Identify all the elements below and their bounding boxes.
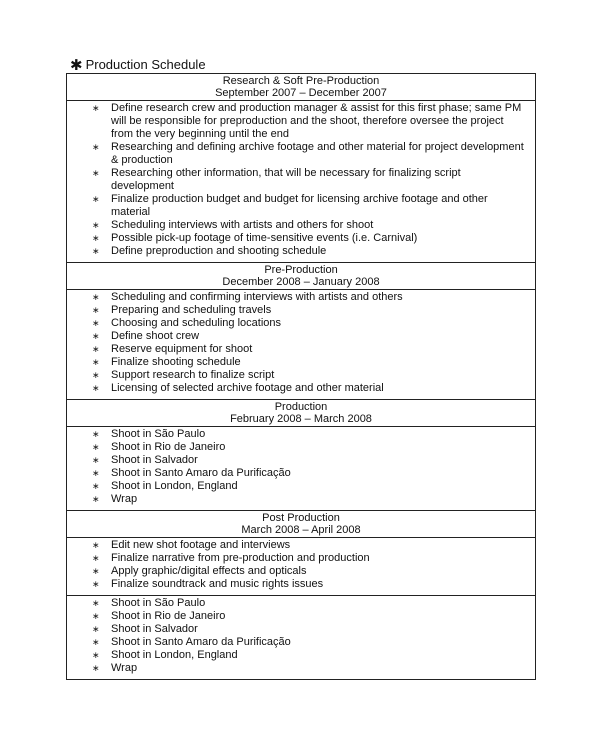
task-text: Researching and defining archive footage and other material for project development & production [111, 141, 524, 166]
task-item [92, 662, 525, 675]
phase-dates: March 2008 – April 2008 [241, 524, 361, 536]
task-text: Shoot in Santo Amaro da Purificação [111, 636, 291, 648]
task-text: Finalize production budget and budget for licensing archive footage and other material [111, 193, 488, 218]
task-item [92, 623, 525, 636]
task-item [92, 578, 525, 591]
task-item [92, 454, 525, 467]
task-text: Shoot in São Paulo [111, 597, 206, 609]
task-text: Licensing of selected archive footage and other material [111, 382, 384, 394]
task-item [92, 636, 525, 649]
task-item [92, 539, 525, 552]
task-text: Reserve equipment for shoot [111, 343, 253, 355]
asterisk-bullet-icon: ∗ [92, 103, 100, 113]
asterisk-bullet-icon: ∗ [92, 344, 100, 354]
production-schedule-table [66, 73, 536, 680]
asterisk-bullet-icon: ∗ [92, 611, 100, 621]
task-item [92, 304, 525, 317]
phase-header-cell [67, 263, 536, 290]
task-text: Define shoot crew [111, 330, 200, 342]
task-text: Choosing and scheduling locations [111, 317, 282, 329]
phase-items-cell [67, 101, 536, 263]
phase-heading: Pre-Production [264, 264, 338, 276]
phase-header-row [67, 400, 536, 427]
phase-header-row [67, 263, 536, 290]
phase-items-row [67, 538, 536, 596]
task-text: Support research to finalize script [111, 369, 275, 381]
asterisk-bullet-icon: ∗ [92, 142, 100, 152]
task-text: Apply graphic/digital effects and opticals [111, 565, 307, 577]
task-item [92, 610, 525, 623]
cell-spacer [67, 675, 535, 679]
phase-heading: Research & Soft Pre-Production [222, 75, 380, 87]
phase-heading: Production [274, 401, 328, 413]
task-item [92, 441, 525, 454]
task-item [92, 565, 525, 578]
task-item [92, 102, 525, 141]
cell-spacer [67, 506, 535, 510]
asterisk-bullet-icon: ∗ [92, 194, 100, 204]
task-text: Shoot in Rio de Janeiro [111, 610, 226, 622]
task-text: Edit new shot footage and interviews [111, 539, 291, 551]
task-text: Shoot in São Paulo [111, 428, 206, 440]
task-item [92, 467, 525, 480]
phase-items-cell [67, 596, 536, 680]
phase-items-cell [67, 290, 536, 400]
task-item [92, 219, 525, 232]
task-item [92, 382, 525, 395]
asterisk-bullet-icon: ∗ [92, 455, 100, 465]
phase-heading: Post Production [262, 512, 340, 524]
task-text: Scheduling and confirming interviews with artists and others [111, 291, 403, 303]
cell-spacer [67, 258, 535, 262]
task-item [92, 141, 525, 167]
task-item [92, 167, 525, 193]
asterisk-bullet-icon: ∗ [92, 566, 100, 576]
asterisk-bullet-icon: ∗ [92, 305, 100, 315]
task-text: Define preproduction and shooting schedule [111, 245, 327, 257]
phase-header-row [67, 74, 536, 101]
task-item [92, 245, 525, 258]
task-list [67, 290, 535, 395]
phase-header-cell [67, 74, 536, 101]
task-item [92, 330, 525, 343]
task-text: Finalize narrative from pre-production and production [111, 552, 370, 564]
phase-dates: December 2008 – January 2008 [222, 276, 380, 288]
asterisk-bullet-icon: ∗ [92, 494, 100, 504]
asterisk-bullet-icon: ∗ [92, 442, 100, 452]
task-item [92, 317, 525, 330]
phase-items-cell [67, 538, 536, 596]
asterisk-bullet-icon: ∗ [92, 370, 100, 380]
asterisk-bullet-icon: ∗ [92, 624, 100, 634]
task-text: Wrap [111, 662, 138, 674]
phase-items-row [67, 596, 536, 680]
asterisk-bullet-icon: ∗ [92, 663, 100, 673]
asterisk-bullet-icon: ∗ [92, 579, 100, 589]
task-text: Scheduling interviews with artists and others for shoot [111, 219, 374, 231]
task-text: Finalize shooting schedule [111, 356, 241, 368]
task-text: Shoot in Rio de Janeiro [111, 441, 226, 453]
task-list [67, 596, 535, 675]
asterisk-bullet-icon: ∗ [92, 318, 100, 328]
task-item [92, 597, 525, 610]
asterisk-bullet-icon: ∗ [92, 357, 100, 367]
cell-spacer [67, 395, 535, 399]
asterisk-bullet-icon: ∗ [92, 233, 100, 243]
phase-header-row [67, 511, 536, 538]
task-item [92, 232, 525, 245]
task-list [67, 101, 535, 258]
task-text: Shoot in Salvador [111, 623, 198, 635]
task-item [92, 649, 525, 662]
cell-spacer [67, 591, 535, 595]
phase-items-cell [67, 427, 536, 511]
task-list [67, 538, 535, 591]
asterisk-bullet-icon: ∗ [92, 598, 100, 608]
asterisk-bullet-icon: ∗ [92, 540, 100, 550]
task-item [92, 356, 525, 369]
asterisk-bullet-icon: ∗ [92, 383, 100, 393]
phase-items-row [67, 427, 536, 511]
task-item [92, 552, 525, 565]
task-list [67, 427, 535, 506]
task-text: Define research crew and production manager & assist for this first phase; same PM will be responsible for preproduction and the shoot, therefore oversee the project from the very beginning until the end [111, 102, 522, 140]
asterisk-bullet-icon: ∗ [92, 650, 100, 660]
asterisk-bullet-icon: ∗ [92, 246, 100, 256]
task-item [92, 291, 525, 304]
phase-header-cell [67, 400, 536, 427]
asterisk-bullet-icon: ∗ [92, 168, 100, 178]
task-text: Wrap [111, 493, 138, 505]
document-title [70, 57, 206, 74]
task-text: Shoot in London, England [111, 649, 238, 661]
task-item [92, 480, 525, 493]
asterisk-bullet-icon: ∗ [92, 468, 100, 478]
asterisk-bullet-icon: ∗ [92, 429, 100, 439]
task-text: Shoot in Santo Amaro da Purificação [111, 467, 291, 479]
task-text: Possible pick-up footage of time-sensitive events (i.e. Carnival) [111, 232, 418, 244]
phase-items-row [67, 290, 536, 400]
task-item [92, 428, 525, 441]
asterisk-bullet-icon: ∗ [92, 637, 100, 647]
asterisk-bullet-icon: ∗ [92, 481, 100, 491]
task-text: Finalize soundtrack and music rights issues [111, 578, 324, 590]
asterisk-icon: ✱ [70, 57, 83, 74]
asterisk-bullet-icon: ∗ [92, 292, 100, 302]
task-item [92, 369, 525, 382]
task-text: Preparing and scheduling travels [111, 304, 272, 316]
phase-items-row [67, 101, 536, 263]
task-item [92, 193, 525, 219]
task-text: Researching other information, that will be necessary for finalizing script development [111, 167, 461, 192]
phase-header-cell [67, 511, 536, 538]
phase-dates: February 2008 – March 2008 [230, 413, 372, 425]
asterisk-bullet-icon: ∗ [92, 331, 100, 341]
asterisk-bullet-icon: ∗ [92, 220, 100, 230]
asterisk-bullet-icon: ∗ [92, 553, 100, 563]
task-item [92, 343, 525, 356]
phase-dates: September 2007 – December 2007 [215, 87, 387, 99]
task-text: Shoot in London, England [111, 480, 238, 492]
document-title-text: Production Schedule [85, 57, 206, 72]
task-text: Shoot in Salvador [111, 454, 198, 466]
task-item [92, 493, 525, 506]
